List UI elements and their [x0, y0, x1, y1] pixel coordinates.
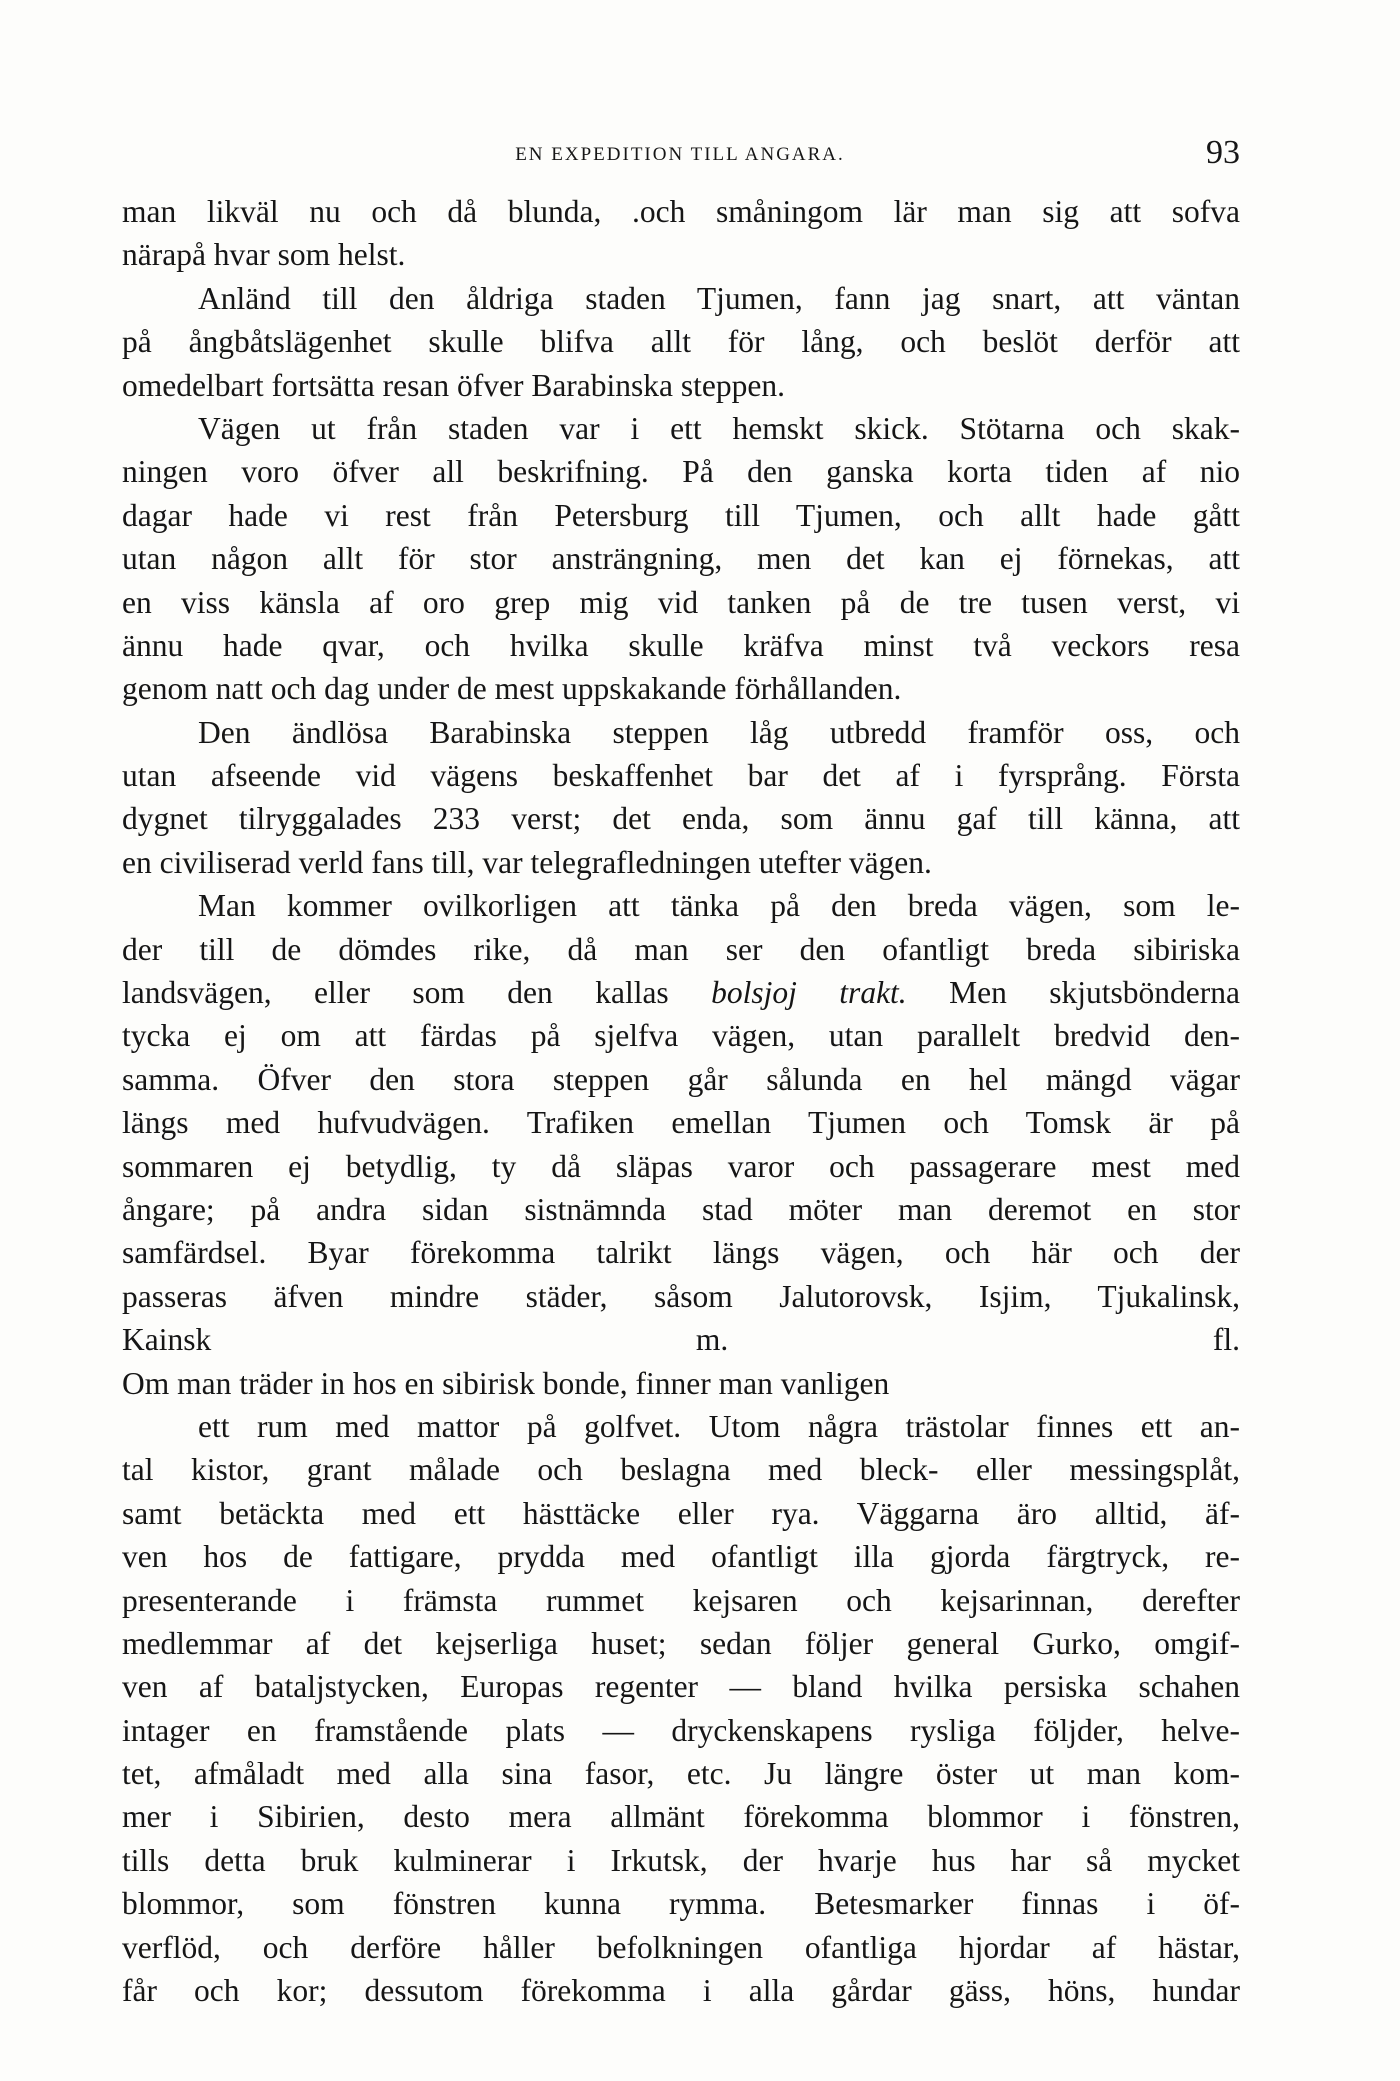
- text-line: tet, afmåladt med alla sina fasor, etc. Ju längre öster ut man kom-: [122, 1756, 1240, 1792]
- text-line: får och kor; dessutom förekomma i alla gårdar gäss, höns, hundar: [122, 1973, 1240, 2009]
- text-line: samt betäckta med ett hästtäcke eller rya. Väggarna äro alltid, äf-: [122, 1495, 1240, 1531]
- text-line: sommaren ej betydlig, ty då släpas varor och passagerare mest med: [122, 1148, 1240, 1184]
- text-line: samma. Öfver den stora steppen går sålunda en hel mängd vägar: [122, 1061, 1240, 1097]
- text-line: intager en framstående plats — dryckenskapens rysliga följder, helve-: [122, 1712, 1240, 1748]
- text-segment: landsvägen, eller som den kallas: [122, 975, 669, 1011]
- text-line: Om man träder in hos en sibirisk bonde, finner man vanligen: [122, 1365, 890, 1401]
- text-segment: Men skjutsbönderna: [949, 975, 1240, 1011]
- text-line: på ångbåtslägenhet skulle blifva allt för lång, och beslöt derför att: [122, 324, 1240, 360]
- text-line-with-italic: [122, 971, 1240, 1014]
- text-line: ven af bataljstycken, Europas regenter — bland hvilka persiska schahen: [122, 1669, 1240, 1705]
- text-line: ningen voro öfver all beskrifning. På den ganska korta tiden af nio: [122, 454, 1240, 490]
- text-line: en civiliserad verld fans till, var telegrafledningen utefter vägen.: [122, 844, 932, 880]
- text-line: tycka ej om att färdas på sjelfva vägen, utan parallelt bredvid den-: [122, 1018, 1240, 1054]
- text-line: genom natt och dag under de mest uppskakande förhållanden.: [122, 671, 902, 707]
- running-title: EN EXPEDITION TILL ANGARA.: [515, 144, 845, 165]
- text-line: en viss känsla af oro grep mig vid tanken på de tre tusen verst, vi: [122, 584, 1240, 620]
- running-header: [120, 134, 1240, 178]
- text-line: Anländ till den åldriga staden Tjumen, fann jag snart, att väntan: [198, 280, 1240, 316]
- text-line: presenterande i främsta rummet kejsaren och kejsarinnan, derefter: [122, 1582, 1240, 1618]
- text-line: ett rum med mattor på golfvet. Utom några trästolar finnes ett an-: [198, 1408, 1240, 1444]
- text-line: dagar hade vi rest från Petersburg till Tjumen, och allt hade gått: [122, 497, 1240, 533]
- text-line: ännu hade qvar, och hvilka skulle kräfva minst två veckors resa: [122, 627, 1240, 663]
- text-line: längs med hufvudvägen. Trafiken emellan Tjumen och Tomsk är på: [122, 1105, 1240, 1141]
- text-line: Kainsk m. fl.: [122, 1322, 1240, 1358]
- text-line: tal kistor, grant målade och beslagna med bleck- eller messingsplåt,: [122, 1452, 1240, 1488]
- text-line: medlemmar af det kejserliga huset; sedan följer general Gurko, omgif-: [122, 1625, 1240, 1661]
- text-line: dygnet tilryggalades 233 verst; det enda, som ännu gaf till känna, att: [122, 801, 1240, 837]
- text-line: blommor, som fönstren kunna rymma. Betesmarker finnas i öf-: [122, 1886, 1240, 1922]
- text-line: Den ändlösa Barabinska steppen låg utbredd framför oss, och: [198, 714, 1240, 750]
- text-line: der till de dömdes rike, då man ser den ofantligt breda sibiriska: [122, 931, 1240, 967]
- text-line: Vägen ut från staden var i ett hemskt skick. Stötarna och skak-: [198, 410, 1240, 446]
- text-line: Man kommer ovilkorligen att tänka på den breda vägen, som le-: [198, 888, 1240, 924]
- text-line: samfärdsel. Byar förekomma talrikt längs vägen, och här och der: [122, 1235, 1240, 1271]
- text-line: man likväl nu och då blunda, .och småningom lär man sig att sofva: [122, 194, 1240, 229]
- page-number: 93: [1206, 134, 1240, 171]
- text-line: passeras äfven mindre städer, såsom Jalutorovsk, Isjim, Tjukalinsk,: [122, 1278, 1240, 1314]
- text-line: utan någon allt för stor ansträngning, men det kan ej förnekas, att: [122, 541, 1240, 577]
- text-line: utan afseende vid vägens beskaffenhet bar det af i fyrsprång. Första: [122, 758, 1240, 794]
- text-line: mer i Sibirien, desto mera allmänt förekomma blommor i fönstren,: [122, 1799, 1240, 1835]
- body-text: [122, 190, 1240, 2012]
- text-line: närapå hvar som helst.: [122, 237, 406, 273]
- text-line: tills detta bruk kulminerar i Irkutsk, der hvarje hus har så mycket: [122, 1842, 1240, 1878]
- text-line: verflöd, och derföre håller befolkningen ofantliga hjordar af hästar,: [122, 1929, 1240, 1965]
- text-line: omedelbart fortsätta resan öfver Barabinska steppen.: [122, 367, 785, 403]
- text-line: ven hos de fattigare, prydda med ofantligt illa gjorda färgtryck, re-: [122, 1539, 1240, 1575]
- italic-phrase: bolsjoj trakt.: [711, 975, 907, 1011]
- text-line: ångare; på andra sidan sistnämnda stad möter man deremot en stor: [122, 1191, 1240, 1227]
